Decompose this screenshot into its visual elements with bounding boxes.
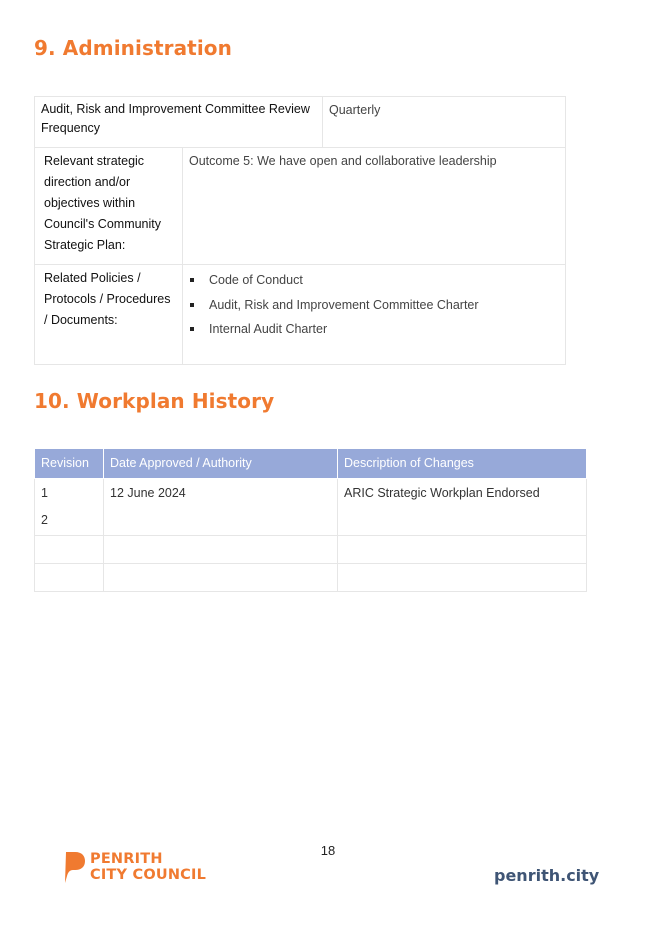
penrith-city-council-logo [64, 850, 234, 890]
section-title-administration: 9. Administration [34, 36, 232, 60]
workplan-history-table [34, 448, 587, 592]
column-header-description: Description of Changes [338, 449, 587, 479]
revision-cell [35, 536, 104, 564]
list-item: Internal Audit Charter [189, 317, 556, 342]
review-frequency-label: Audit, Risk and Improvement Committee Review Frequency [35, 97, 323, 148]
related-policies-list [189, 268, 556, 342]
related-policies-value [183, 265, 566, 365]
administration-review-table [34, 96, 566, 148]
strategic-direction-label: Relevant strategic direction and/or objectives within Council's Community Strategic Plan: [35, 148, 183, 265]
table-header-row [35, 449, 587, 479]
related-policies-label: Related Policies / Protocols / Procedures / Documents: [35, 265, 183, 365]
page-number: 18 [320, 843, 336, 858]
revision-cell [35, 564, 104, 592]
description-cell [338, 564, 587, 592]
section-title-workplan-history: 10. Workplan History [34, 389, 275, 413]
revision-cell [35, 479, 104, 536]
website-link[interactable]: penrith.city [494, 866, 600, 885]
column-header-revision: Revision [35, 449, 104, 479]
logo-line-1: PENRITH [90, 851, 163, 867]
table-row [35, 564, 587, 592]
list-item: Audit, Risk and Improvement Committee Charter [189, 293, 556, 318]
table-row [35, 479, 587, 536]
logo-text [90, 851, 206, 883]
revision-value: 1 [41, 486, 48, 500]
strategic-direction-value: Outcome 5: We have open and collaborative leadership [183, 148, 566, 265]
logo-mark-icon [64, 851, 86, 884]
list-item: Code of Conduct [189, 268, 556, 293]
revision-value: 2 [41, 513, 48, 527]
review-frequency-value: Quarterly [323, 97, 566, 148]
date-cell [104, 564, 338, 592]
description-cell [338, 536, 587, 564]
description-cell: ARIC Strategic Workplan Endorsed [338, 479, 587, 536]
table-row [35, 536, 587, 564]
date-cell: 12 June 2024 [104, 479, 338, 536]
date-cell [104, 536, 338, 564]
column-header-date: Date Approved / Authority [104, 449, 338, 479]
administration-details-table [34, 147, 566, 365]
logo-line-2: CITY COUNCIL [90, 867, 207, 883]
